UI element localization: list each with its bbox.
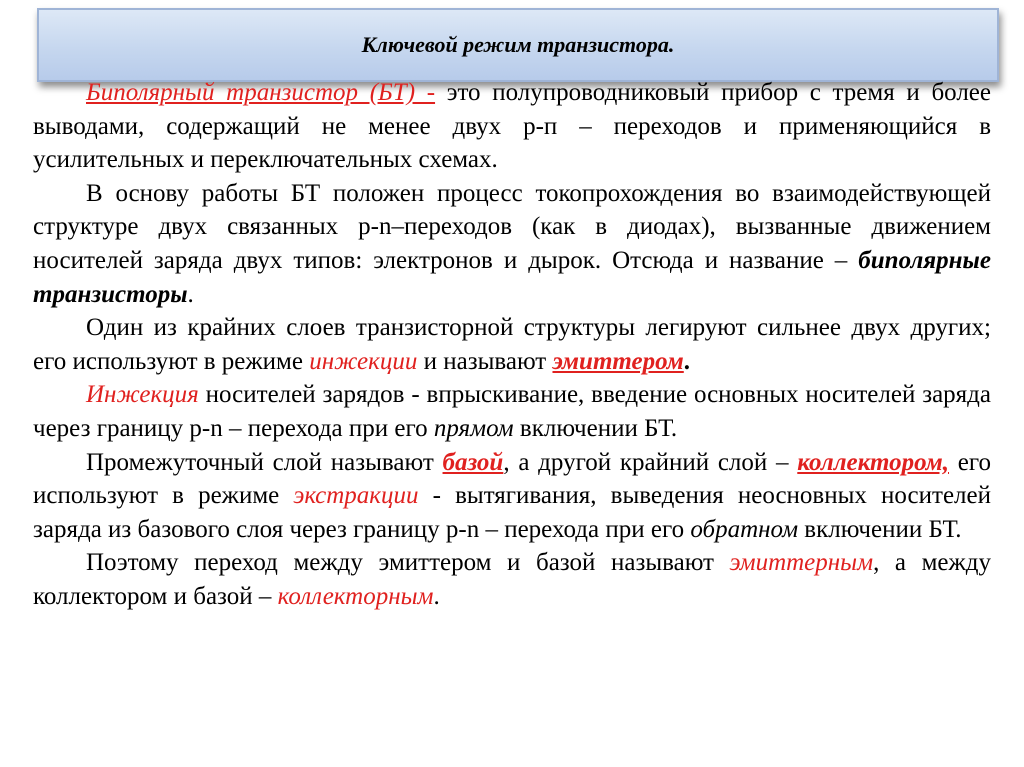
term-reverse: обратном xyxy=(690,515,799,543)
paragraph-text: В основу работы БТ положен процесс токопрохождения во взаимодействующей структуре двух связанных p-n–переходов (как в диодах), вызванные движением носителей заряда двух типов: электронов и дырок. Отсюда и название – xyxy=(33,179,991,274)
term-extraction: экстракции xyxy=(293,482,419,510)
paragraph-definition xyxy=(33,76,991,177)
paragraph-operation xyxy=(33,177,991,311)
slide-title-banner xyxy=(37,8,999,82)
slide-body xyxy=(33,76,991,614)
slide-title: Ключевой режим транзистора. xyxy=(361,32,675,57)
paragraph-text: его используют в режиме xyxy=(33,448,991,510)
paragraph-text: носителей зарядов - впрыскивание, введение основных носителей заряда через границу p-n – перехода при его xyxy=(33,381,991,442)
term-collector: коллектором, xyxy=(797,448,950,476)
term-injection-heading: Инжекция xyxy=(86,381,199,409)
term-base: базой xyxy=(442,448,504,476)
paragraph-end: . xyxy=(187,280,194,308)
term-injection: инжекции xyxy=(309,347,418,375)
term-bipolar-transistor: Биполярный транзистор (БТ) - xyxy=(86,79,436,106)
paragraph-injection xyxy=(33,378,991,445)
paragraph-emitter xyxy=(33,311,991,378)
paragraph-text: Промежуточный слой называют xyxy=(86,448,443,476)
paragraph-text: и называют xyxy=(417,347,553,375)
paragraph-text: - вытягивания, выведения неосновных носителей заряда из базового слоя через границу p-n – перехода при его xyxy=(33,482,991,543)
paragraph-junctions xyxy=(33,546,991,613)
paragraph-base-collector xyxy=(33,446,991,547)
term-collector-junction: коллекторным xyxy=(277,582,434,610)
paragraph-text: это полупроводниковый прибор с тремя и более выводами, содержащий не менее двух p-п – переходов и применяющийся в усилительных и переключательных схемах. xyxy=(33,79,992,174)
term-direct: прямом xyxy=(433,414,514,442)
paragraph-end: . xyxy=(683,347,691,375)
term-emitter-junction: эмиттерным xyxy=(729,549,874,577)
term-bipolar-transistors: биполярные транзисторы xyxy=(33,246,991,308)
paragraph-text: , а другой крайний слой – xyxy=(503,448,798,476)
term-emitter: эмиттером xyxy=(552,347,684,375)
paragraph-end: . xyxy=(433,582,440,610)
paragraph-text: Поэтому переход между эмиттером и базой называют xyxy=(86,549,730,577)
paragraph-text: , а между коллектором и базой – xyxy=(33,549,991,610)
paragraph-text: включении БТ. xyxy=(798,515,962,543)
paragraph-text: Один из крайних слоев транзисторной структуры легируют сильнее двух других; его используют в режиме xyxy=(33,314,991,375)
paragraph-text: включении БТ. xyxy=(513,414,678,442)
